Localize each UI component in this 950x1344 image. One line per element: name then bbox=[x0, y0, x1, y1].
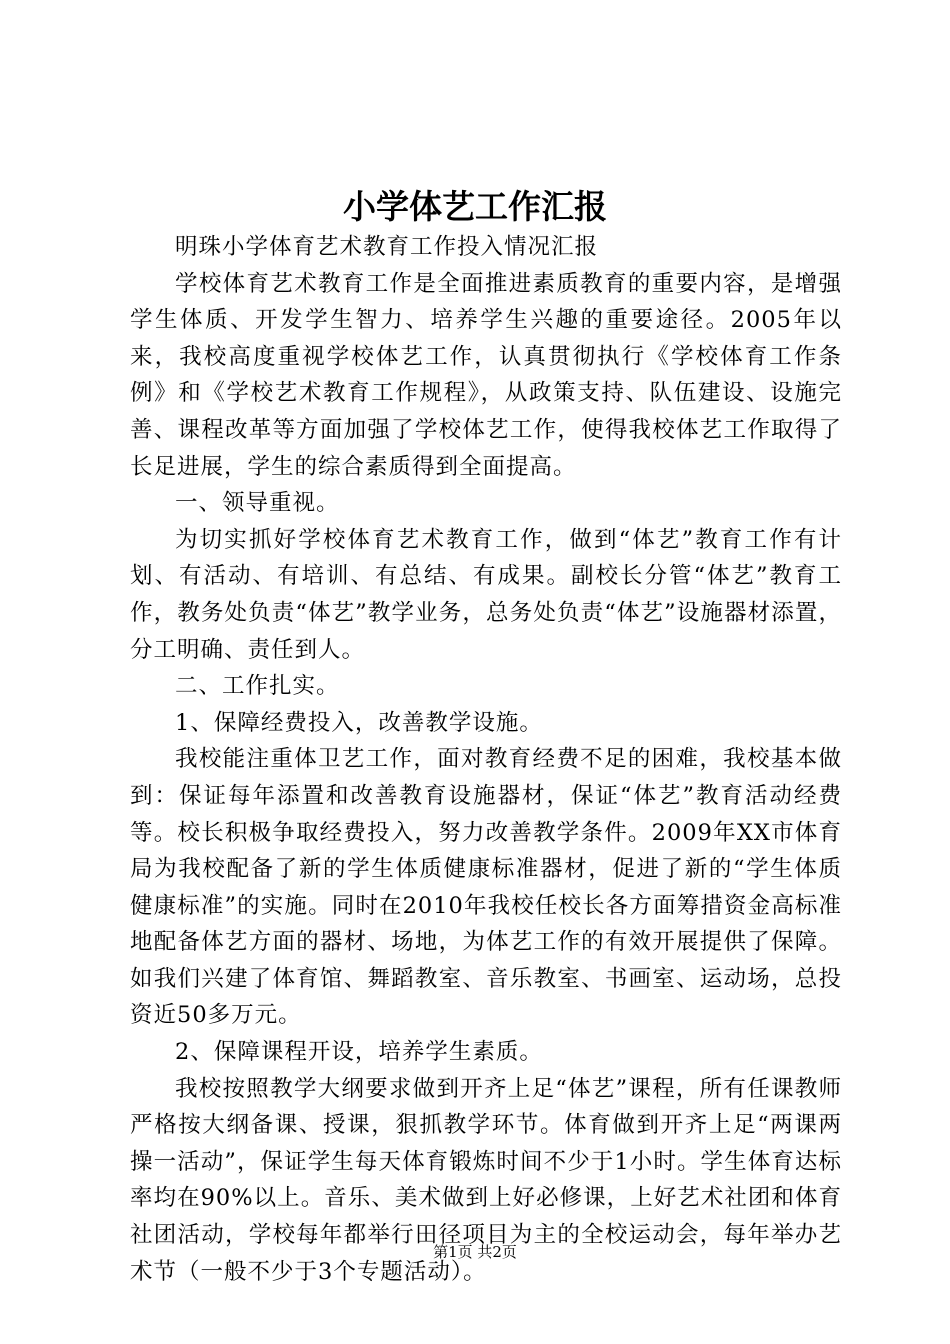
subheading-funding: 1、保障经费投入，改善教学设施。 bbox=[175, 709, 543, 736]
document-body bbox=[130, 229, 842, 1290]
page-footer: 第1页 共2页 bbox=[433, 1243, 517, 1261]
paragraph-subtitle: 明珠小学体育艺术教育工作投入情况汇报 bbox=[175, 234, 599, 260]
document-title: 小学体艺工作汇报 bbox=[343, 187, 607, 226]
paragraph-leadership: 为切实抓好学校体育艺术教育工作，做到“体艺”教育工作有计划、有活动、有培训、有总结、有成果。副校长分管“体艺”教育工作，教务处负责“体艺”教学业务，总务处负责“体艺”设施器材添置，分工明确、责任到人。 bbox=[130, 526, 842, 663]
section-heading-work: 二、工作扎实。 bbox=[175, 673, 340, 700]
section-heading-leadership: 一、领导重视。 bbox=[175, 490, 340, 517]
subheading-curriculum: 2、保障课程开设，培养学生素质。 bbox=[175, 1039, 543, 1066]
paragraph-funding: 我校能注重体卫艺工作，面对教育经费不足的困难，我校基本做到：保证每年添置和改善教育设施器材，保证“体艺”教育活动经费等。校长积极争取经费投入，努力改善教学条件。2009年XX市体育局为我校配备了新的学生体质健康标准器材，促进了新的“学生体质健康标准”的实施。同时在2010年我校任校长各方面筹措资金高标准地配备体艺方面的器材、场地，为体艺工作的有效开展提供了保障。如我们兴建了体育馆、舞蹈教室、音乐教室、书画室、运动场，总投资近50多万元。 bbox=[130, 746, 842, 1029]
paragraph-intro: 学校体育艺术教育工作是全面推进素质教育的重要内容，是增强学生体质、开发学生智力、培养学生兴趣的重要途径。2005年以来，我校高度重视学校体艺工作，认真贯彻执行《学校体育工作条例》和《学校艺术教育工作规程》，从政策支持、队伍建设、设施完善、课程改革等方面加强了学校体艺工作，使得我校体艺工作取得了长足进展，学生的综合素质得到全面提高。 bbox=[130, 270, 842, 480]
paragraph-curriculum: 我校按照教学大纲要求做到开齐上足“体艺”课程，所有任课教师严格按大纲备课、授课，狠抓教学环节。体育做到开齐上足“两课两操一活动”，保证学生每天体育锻炼时间不少于1小时。学生体育达标率均在90%以上。音乐、美术做到上好必修课，上好艺术社团和体育社团活动，学校每年都举行田径项目为主的全校运动会，每年举办艺术节（一般不少于3个专题活动）。 bbox=[130, 1075, 842, 1285]
